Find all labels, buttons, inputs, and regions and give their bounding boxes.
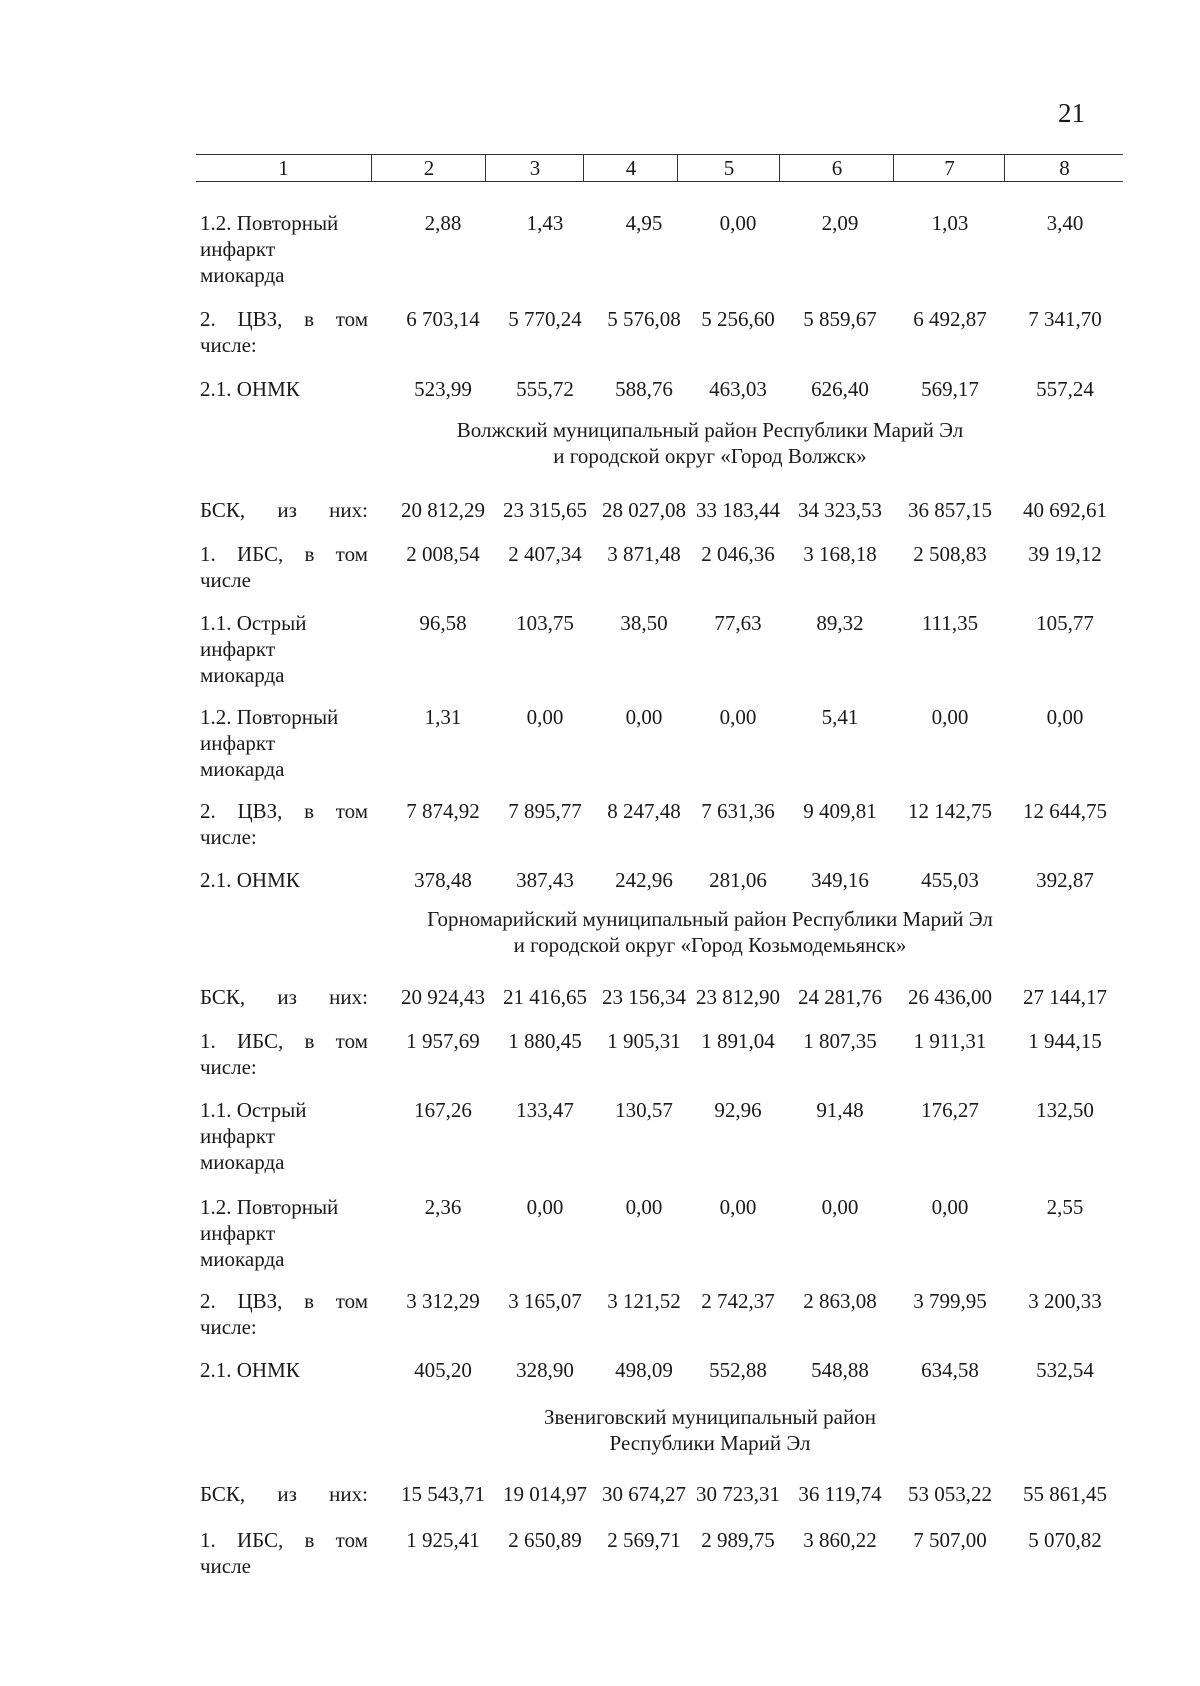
cell-value-col-6: 36 119,74	[798, 1482, 882, 1506]
cell-value-col-8: 5 070,82	[1028, 1528, 1102, 1552]
row-label-line: инфаркт	[200, 237, 276, 261]
cell-value-col-6: 5 859,67	[803, 307, 877, 331]
row-label-line: БСК, из них:	[200, 985, 368, 1009]
cell-value-col-4: 0,00	[625, 705, 663, 729]
row-label	[200, 497, 368, 523]
cell-value-col-2: 15 543,71	[401, 1482, 485, 1506]
cell-value-col-6: 548,88	[811, 1358, 869, 1382]
cell-value-col-4: 30 674,27	[602, 1482, 686, 1506]
section-title-line: Звениговский муниципальный район	[544, 1405, 876, 1429]
row-label-line: инфаркт	[200, 637, 276, 661]
section-title	[330, 417, 1090, 469]
row-label	[200, 1028, 368, 1080]
cell-value-col-6: 5,41	[821, 705, 859, 729]
cell-value-col-8: 12 644,75	[1023, 799, 1107, 823]
cell-value-col-5: 77,63	[714, 611, 762, 635]
row-label	[200, 1527, 368, 1579]
cell-value-col-7: 0,00	[931, 1195, 969, 1219]
cell-value-col-4: 3 871,48	[607, 542, 681, 566]
cell-value-col-7: 455,03	[921, 868, 979, 892]
cell-value-col-5: 463,03	[709, 377, 767, 401]
cell-value-col-6: 3 860,22	[803, 1528, 877, 1552]
row-label	[200, 541, 368, 593]
row-label-line: 1.2. Повторный	[200, 211, 339, 235]
cell-value-col-2: 20 924,43	[401, 985, 485, 1009]
header-col-2: 2	[371, 155, 486, 181]
row-label	[200, 984, 368, 1010]
row-label	[200, 867, 300, 893]
cell-value-col-2: 96,58	[419, 611, 467, 635]
row-label-line: инфаркт	[200, 1124, 276, 1148]
cell-value-col-3: 555,72	[516, 377, 574, 401]
cell-value-col-6: 91,48	[816, 1098, 864, 1122]
cell-value-col-2: 523,99	[414, 377, 472, 401]
cell-value-col-6: 24 281,76	[798, 985, 882, 1009]
cell-value-col-8: 392,87	[1036, 868, 1094, 892]
cell-value-col-3: 2 650,89	[508, 1528, 582, 1552]
cell-value-col-3: 103,75	[516, 611, 574, 635]
header-col-4: 4	[583, 155, 678, 181]
cell-value-col-8: 532,54	[1036, 1358, 1094, 1382]
cell-value-col-6: 3 168,18	[803, 542, 877, 566]
row-label-line: инфаркт	[200, 731, 276, 755]
row-label-line: миокарда	[200, 757, 285, 781]
cell-value-col-2: 1 925,41	[406, 1528, 480, 1552]
row-label-line: 1.1. Острый	[200, 611, 307, 635]
cell-value-col-8: 0,00	[1046, 705, 1084, 729]
row-label-line: миокарда	[200, 1247, 285, 1271]
cell-value-col-5: 1 891,04	[701, 1029, 775, 1053]
cell-value-col-6: 89,32	[816, 611, 864, 635]
cell-value-col-8: 2,55	[1046, 1195, 1084, 1219]
cell-value-col-8: 3,40	[1046, 211, 1084, 235]
cell-value-col-2: 2,88	[424, 211, 462, 235]
section-title	[330, 906, 1090, 958]
cell-value-col-7: 7 507,00	[913, 1528, 987, 1552]
section-title-line: Республики Марий Эл	[609, 1431, 811, 1455]
cell-value-col-2: 405,20	[414, 1358, 472, 1382]
row-label-line: миокарда	[200, 1150, 285, 1174]
row-label	[200, 704, 338, 782]
cell-value-col-2: 378,48	[414, 868, 472, 892]
cell-value-col-3: 1 880,45	[508, 1029, 582, 1053]
header-col-8: 8	[1004, 155, 1124, 181]
cell-value-col-4: 2 569,71	[607, 1528, 681, 1552]
row-label	[200, 306, 368, 358]
row-label	[200, 610, 307, 688]
cell-value-col-4: 1 905,31	[607, 1029, 681, 1053]
cell-value-col-5: 0,00	[719, 211, 757, 235]
row-label	[200, 1194, 338, 1272]
cell-value-col-8: 55 861,45	[1023, 1482, 1107, 1506]
table-header	[196, 154, 1123, 182]
cell-value-col-8: 39 19,12	[1028, 542, 1102, 566]
cell-value-col-5: 0,00	[719, 705, 757, 729]
cell-value-col-4: 8 247,48	[607, 799, 681, 823]
cell-value-col-6: 34 323,53	[798, 498, 882, 522]
row-label	[200, 376, 300, 402]
cell-value-col-2: 167,26	[414, 1098, 472, 1122]
cell-value-col-7: 1,03	[931, 211, 969, 235]
row-label	[200, 210, 338, 288]
cell-value-col-7: 1 911,31	[913, 1029, 987, 1053]
row-label-line: 2.1. ОНМК	[200, 377, 300, 401]
row-label-line: числе	[200, 1554, 251, 1578]
cell-value-col-3: 0,00	[526, 1195, 564, 1219]
cell-value-col-8: 3 200,33	[1028, 1289, 1102, 1313]
cell-value-col-4: 38,50	[620, 611, 668, 635]
cell-value-col-7: 0,00	[931, 705, 969, 729]
row-label-line: БСК, из них:	[200, 498, 368, 522]
cell-value-col-8: 557,24	[1036, 377, 1094, 401]
row-label-line: 1. ИБС, в том	[200, 1528, 368, 1552]
cell-value-col-5: 2 046,36	[701, 542, 775, 566]
row-label-line: 1.1. Острый	[200, 1098, 307, 1122]
row-label-line: 2. ЦВЗ, в том	[200, 307, 368, 331]
row-label	[200, 1357, 300, 1383]
row-label-line: 2.1. ОНМК	[200, 1358, 300, 1382]
header-col-5: 5	[677, 155, 780, 181]
cell-value-col-2: 1,31	[424, 705, 462, 729]
row-label	[200, 1097, 307, 1175]
cell-value-col-6: 2 863,08	[803, 1289, 877, 1313]
cell-value-col-4: 4,95	[625, 211, 663, 235]
cell-value-col-7: 111,35	[921, 611, 979, 635]
row-label-line: числе:	[200, 1055, 257, 1079]
row-label-line: 1.2. Повторный	[200, 1195, 339, 1219]
cell-value-col-3: 387,43	[516, 868, 574, 892]
cell-value-col-7: 569,17	[921, 377, 979, 401]
cell-value-col-3: 1,43	[526, 211, 564, 235]
cell-value-col-4: 23 156,34	[602, 985, 686, 1009]
row-label-line: 2.1. ОНМК	[200, 868, 300, 892]
cell-value-col-4: 130,57	[615, 1098, 673, 1122]
cell-value-col-4: 28 027,08	[602, 498, 686, 522]
cell-value-col-8: 1 944,15	[1028, 1029, 1102, 1053]
row-label-line: БСК, из них:	[200, 1482, 368, 1506]
cell-value-col-3: 133,47	[516, 1098, 574, 1122]
cell-value-col-3: 3 165,07	[508, 1289, 582, 1313]
row-label	[200, 1288, 368, 1340]
header-col-3: 3	[485, 155, 584, 181]
cell-value-col-5: 5 256,60	[701, 307, 775, 331]
cell-value-col-2: 1 957,69	[406, 1029, 480, 1053]
cell-value-col-2: 2,36	[424, 1195, 462, 1219]
cell-value-col-3: 0,00	[526, 705, 564, 729]
header-col-7: 7	[893, 155, 1005, 181]
cell-value-col-3: 21 416,65	[503, 985, 587, 1009]
row-label	[200, 798, 368, 850]
header-col-6: 6	[779, 155, 894, 181]
cell-value-col-7: 36 857,15	[908, 498, 992, 522]
cell-value-col-2: 2 008,54	[406, 542, 480, 566]
cell-value-col-7: 176,27	[921, 1098, 979, 1122]
cell-value-col-4: 0,00	[625, 1195, 663, 1219]
cell-value-col-4: 3 121,52	[607, 1289, 681, 1313]
cell-value-col-5: 552,88	[709, 1358, 767, 1382]
cell-value-col-5: 7 631,36	[701, 799, 775, 823]
section-title-line: Волжский муниципальный район Республики Марий Эл	[456, 418, 964, 442]
cell-value-col-7: 53 053,22	[908, 1482, 992, 1506]
cell-value-col-2: 7 874,92	[406, 799, 480, 823]
header-col-1: 1	[278, 156, 289, 180]
cell-value-col-8: 7 341,70	[1028, 307, 1102, 331]
cell-value-col-7: 2 508,83	[913, 542, 987, 566]
row-label-line: числе:	[200, 333, 257, 357]
cell-value-col-6: 1 807,35	[803, 1029, 877, 1053]
cell-value-col-7: 6 492,87	[913, 307, 987, 331]
row-label-line: 2. ЦВЗ, в том	[200, 1289, 368, 1313]
row-label-line: 1. ИБС, в том	[200, 542, 368, 566]
cell-value-col-8: 27 144,17	[1023, 985, 1107, 1009]
cell-value-col-5: 33 183,44	[696, 498, 780, 522]
cell-value-col-2: 20 812,29	[401, 498, 485, 522]
cell-value-col-3: 2 407,34	[508, 542, 582, 566]
cell-value-col-2: 3 312,29	[406, 1289, 480, 1313]
cell-value-col-5: 92,96	[714, 1098, 762, 1122]
row-label	[200, 1481, 368, 1507]
row-label-line: инфаркт	[200, 1221, 276, 1245]
cell-value-col-4: 5 576,08	[607, 307, 681, 331]
cell-value-col-6: 2,09	[821, 211, 859, 235]
cell-value-col-6: 0,00	[821, 1195, 859, 1219]
row-label-line: числе	[200, 568, 251, 592]
section-title-line: и городской округ «Город Волжск»	[553, 444, 867, 468]
cell-value-col-5: 23 812,90	[696, 985, 780, 1009]
cell-value-col-8: 105,77	[1036, 611, 1094, 635]
cell-value-col-8: 132,50	[1036, 1098, 1094, 1122]
cell-value-col-5: 281,06	[709, 868, 767, 892]
cell-value-col-7: 3 799,95	[913, 1289, 987, 1313]
row-label-line: числе:	[200, 1315, 257, 1339]
cell-value-col-7: 26 436,00	[908, 985, 992, 1009]
cell-value-col-6: 9 409,81	[803, 799, 877, 823]
section-title	[330, 1404, 1090, 1456]
cell-value-col-4: 588,76	[615, 377, 673, 401]
cell-value-col-5: 2 989,75	[701, 1528, 775, 1552]
cell-value-col-5: 0,00	[719, 1195, 757, 1219]
cell-value-col-3: 19 014,97	[503, 1482, 587, 1506]
cell-value-col-3: 328,90	[516, 1358, 574, 1382]
section-title-line: Горномарийский муниципальный район Республики Марий Эл	[427, 907, 993, 931]
cell-value-col-7: 634,58	[921, 1358, 979, 1382]
row-label-line: 1.2. Повторный	[200, 705, 339, 729]
cell-value-col-3: 5 770,24	[508, 307, 582, 331]
row-label-line: числе:	[200, 825, 257, 849]
cell-value-col-2: 6 703,14	[406, 307, 480, 331]
cell-value-col-7: 12 142,75	[908, 799, 992, 823]
page-number: 21	[1058, 98, 1085, 128]
cell-value-col-4: 498,09	[615, 1358, 673, 1382]
cell-value-col-5: 30 723,31	[696, 1482, 780, 1506]
cell-value-col-3: 23 315,65	[503, 498, 587, 522]
row-label-line: 1. ИБС, в том	[200, 1029, 368, 1053]
cell-value-col-5: 2 742,37	[701, 1289, 775, 1313]
cell-value-col-6: 349,16	[811, 868, 869, 892]
section-title-line: и городской округ «Город Козьмодемьянск»	[513, 933, 907, 957]
row-label-line: миокарда	[200, 263, 285, 287]
row-label-line: 2. ЦВЗ, в том	[200, 799, 368, 823]
cell-value-col-8: 40 692,61	[1023, 498, 1107, 522]
cell-value-col-4: 242,96	[615, 868, 673, 892]
cell-value-col-3: 7 895,77	[508, 799, 582, 823]
cell-value-col-6: 626,40	[811, 377, 869, 401]
row-label-line: миокарда	[200, 663, 285, 687]
